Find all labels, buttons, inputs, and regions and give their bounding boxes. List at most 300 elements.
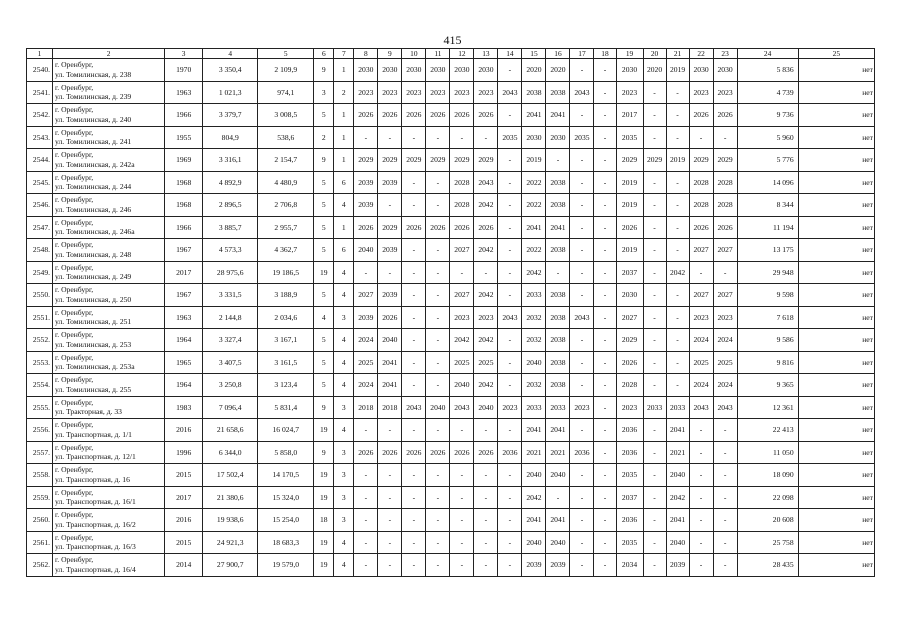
address-cell <box>53 284 165 307</box>
cell-col-15: 2022 <box>522 194 546 217</box>
cell-col-23: 2030 <box>713 59 737 82</box>
cell-col-12: 2027 <box>450 284 474 307</box>
cell-col-23: 2027 <box>713 284 737 307</box>
cell-col-14: 2043 <box>498 81 522 104</box>
cell-col-9: - <box>378 554 402 577</box>
cell-col-10: - <box>402 531 426 554</box>
cell-col-3: 2017 <box>165 486 203 509</box>
cell-col-9: 2041 <box>378 351 402 374</box>
cell-col-25: нет <box>798 261 874 284</box>
cell-col-8: 2029 <box>354 149 378 172</box>
cell-col-5: 19 186,5 <box>258 261 314 284</box>
cell-col-13: 2029 <box>474 149 498 172</box>
cell-col-6: 2 <box>314 126 334 149</box>
cell-col-12: - <box>450 531 474 554</box>
cell-col-9: - <box>378 194 402 217</box>
cell-col-25: нет <box>798 59 874 82</box>
table-row <box>27 509 875 532</box>
cell-col-21: - <box>666 81 689 104</box>
cell-col-16: 2038 <box>546 171 570 194</box>
cell-col-23: 2028 <box>713 171 737 194</box>
cell-col-20: - <box>643 531 666 554</box>
cell-col-22: 2028 <box>689 171 713 194</box>
row-number: 2540. <box>27 59 53 82</box>
cell-col-17: - <box>570 239 594 262</box>
cell-col-21: - <box>666 216 689 239</box>
cell-col-18: - <box>594 374 616 397</box>
cell-col-8: 2040 <box>354 239 378 262</box>
cell-col-6: 19 <box>314 554 334 577</box>
cell-col-5: 2 154,7 <box>258 149 314 172</box>
cell-col-11: - <box>426 239 450 262</box>
cell-col-21: 2041 <box>666 509 689 532</box>
cell-col-20: - <box>643 126 666 149</box>
cell-col-18: - <box>594 216 616 239</box>
cell-col-14: 2036 <box>498 441 522 464</box>
cell-col-5: 5 831,4 <box>258 396 314 419</box>
cell-col-21: - <box>666 374 689 397</box>
cell-col-25: нет <box>798 216 874 239</box>
cell-col-18: - <box>594 306 616 329</box>
cell-col-5: 3 123,4 <box>258 374 314 397</box>
cell-col-3: 1963 <box>165 81 203 104</box>
cell-col-15: 2038 <box>522 81 546 104</box>
cell-col-24: 22 098 <box>737 486 798 509</box>
cell-col-21: - <box>666 329 689 352</box>
cell-col-13: 2025 <box>474 351 498 374</box>
cell-col-19: 2023 <box>616 81 643 104</box>
cell-col-21: 2041 <box>666 419 689 442</box>
cell-col-8: 2039 <box>354 306 378 329</box>
address-city: г. Оренбург, <box>55 487 94 497</box>
cell-col-8: - <box>354 531 378 554</box>
cell-col-24: 5 836 <box>737 59 798 82</box>
cell-col-24: 9 598 <box>737 284 798 307</box>
cell-col-15: 2032 <box>522 329 546 352</box>
cell-col-20: - <box>643 509 666 532</box>
address-street: ул. Транспортная, д. 16/4 <box>55 564 136 574</box>
address-city: г. Оренбург, <box>55 150 94 160</box>
cell-col-21: 2019 <box>666 149 689 172</box>
cell-col-3: 2016 <box>165 419 203 442</box>
address-city: г. Оренбург, <box>55 82 94 92</box>
cell-col-12: 2026 <box>450 216 474 239</box>
cell-col-9: 2041 <box>378 374 402 397</box>
cell-col-19: 2036 <box>616 419 643 442</box>
cell-col-3: 2015 <box>165 464 203 487</box>
cell-col-5: 19 579,0 <box>258 554 314 577</box>
cell-col-6: 19 <box>314 486 334 509</box>
cell-col-4: 21 658,6 <box>203 419 258 442</box>
cell-col-8: 2025 <box>354 351 378 374</box>
cell-col-8: - <box>354 486 378 509</box>
cell-col-7: 1 <box>334 104 354 127</box>
cell-col-11: - <box>426 486 450 509</box>
row-number: 2555. <box>27 396 53 419</box>
cell-col-3: 2017 <box>165 261 203 284</box>
cell-col-22: 2029 <box>689 149 713 172</box>
column-number-9: 9 <box>378 49 402 59</box>
cell-col-9: 2039 <box>378 171 402 194</box>
cell-col-5: 4 480,9 <box>258 171 314 194</box>
address-city: г. Оренбург, <box>55 375 94 385</box>
address-city: г. Оренбург, <box>55 532 94 542</box>
cell-col-4: 17 502,4 <box>203 464 258 487</box>
address-street: ул. Томилинская, д. 246 <box>55 204 132 214</box>
cell-col-14: - <box>498 531 522 554</box>
cell-col-6: 5 <box>314 329 334 352</box>
cell-col-9: 2026 <box>378 104 402 127</box>
address-street: ул. Томилинская, д. 240 <box>55 114 132 124</box>
cell-col-16: 2020 <box>546 59 570 82</box>
cell-col-14: 2043 <box>498 306 522 329</box>
cell-col-9: 2039 <box>378 239 402 262</box>
cell-col-19: 2030 <box>616 284 643 307</box>
cell-col-19: 2036 <box>616 509 643 532</box>
row-number: 2545. <box>27 171 53 194</box>
cell-col-11: - <box>426 306 450 329</box>
cell-col-3: 1966 <box>165 104 203 127</box>
row-number: 2554. <box>27 374 53 397</box>
cell-col-19: 2037 <box>616 486 643 509</box>
cell-col-4: 28 975,6 <box>203 261 258 284</box>
cell-col-4: 21 380,6 <box>203 486 258 509</box>
row-number: 2560. <box>27 509 53 532</box>
cell-col-15: 2022 <box>522 171 546 194</box>
cell-col-11: - <box>426 464 450 487</box>
cell-col-4: 804,9 <box>203 126 258 149</box>
cell-col-14: - <box>498 239 522 262</box>
address-city: г. Оренбург, <box>55 330 94 340</box>
cell-col-21: - <box>666 171 689 194</box>
column-number-4: 4 <box>203 49 258 59</box>
column-number-7: 7 <box>334 49 354 59</box>
cell-col-3: 1983 <box>165 396 203 419</box>
address-street: ул. Томилинская, д. 248 <box>55 249 132 259</box>
cell-col-25: нет <box>798 239 874 262</box>
cell-col-16: 2041 <box>546 509 570 532</box>
table-row <box>27 374 875 397</box>
cell-col-25: нет <box>798 81 874 104</box>
cell-col-17: - <box>570 216 594 239</box>
cell-col-18: - <box>594 419 616 442</box>
address-street: ул. Транспортная, д. 16 <box>55 474 130 484</box>
cell-col-23: 2025 <box>713 351 737 374</box>
row-number: 2556. <box>27 419 53 442</box>
cell-col-10: 2023 <box>402 81 426 104</box>
address-cell <box>53 464 165 487</box>
cell-col-13: - <box>474 509 498 532</box>
cell-col-20: - <box>643 104 666 127</box>
cell-col-6: 4 <box>314 306 334 329</box>
cell-col-15: 2040 <box>522 464 546 487</box>
cell-col-14: - <box>498 194 522 217</box>
address-city: г. Оренбург, <box>55 172 94 182</box>
address-street: ул. Транспортная, д. 16/2 <box>55 519 136 529</box>
cell-col-19: 2035 <box>616 464 643 487</box>
cell-col-24: 5 960 <box>737 126 798 149</box>
cell-col-15: 2041 <box>522 509 546 532</box>
row-number: 2553. <box>27 351 53 374</box>
cell-col-22: 2043 <box>689 396 713 419</box>
column-number-2: 2 <box>53 49 165 59</box>
cell-col-13: 2042 <box>474 284 498 307</box>
table-row <box>27 306 875 329</box>
row-number: 2551. <box>27 306 53 329</box>
cell-col-14: - <box>498 486 522 509</box>
cell-col-6: 5 <box>314 194 334 217</box>
cell-col-19: 2027 <box>616 306 643 329</box>
address-cell <box>53 149 165 172</box>
address-street: ул. Томилинская, д. 244 <box>55 182 132 192</box>
cell-col-3: 1966 <box>165 216 203 239</box>
table-row <box>27 351 875 374</box>
cell-col-16: 2038 <box>546 374 570 397</box>
cell-col-16: - <box>546 486 570 509</box>
cell-col-24: 20 608 <box>737 509 798 532</box>
cell-col-24: 18 090 <box>737 464 798 487</box>
cell-col-7: 4 <box>334 419 354 442</box>
cell-col-17: - <box>570 374 594 397</box>
cell-col-14: - <box>498 351 522 374</box>
cell-col-11: - <box>426 531 450 554</box>
cell-col-17: - <box>570 59 594 82</box>
cell-col-15: 2040 <box>522 531 546 554</box>
cell-col-19: 2019 <box>616 239 643 262</box>
cell-col-4: 7 096,4 <box>203 396 258 419</box>
cell-col-14: - <box>498 216 522 239</box>
cell-col-15: 2039 <box>522 554 546 577</box>
cell-col-12: 2026 <box>450 104 474 127</box>
cell-col-10: - <box>402 126 426 149</box>
cell-col-22: 2023 <box>689 306 713 329</box>
cell-col-4: 1 021,3 <box>203 81 258 104</box>
column-number-10: 10 <box>402 49 426 59</box>
cell-col-17: 2043 <box>570 81 594 104</box>
cell-col-15: 2030 <box>522 126 546 149</box>
cell-col-15: 2041 <box>522 104 546 127</box>
cell-col-22: - <box>689 261 713 284</box>
cell-col-10: 2030 <box>402 59 426 82</box>
row-number: 2561. <box>27 531 53 554</box>
page-number: 415 <box>443 33 462 47</box>
cell-col-25: нет <box>798 351 874 374</box>
cell-col-17: - <box>570 194 594 217</box>
address-city: г. Оренбург, <box>55 465 94 475</box>
cell-col-6: 5 <box>314 239 334 262</box>
cell-col-10: 2043 <box>402 396 426 419</box>
cell-col-13: 2042 <box>474 194 498 217</box>
cell-col-12: 2029 <box>450 149 474 172</box>
cell-col-9: - <box>378 464 402 487</box>
cell-col-12: - <box>450 509 474 532</box>
cell-col-13: - <box>474 261 498 284</box>
cell-col-3: 1968 <box>165 194 203 217</box>
cell-col-8: 2024 <box>354 374 378 397</box>
cell-col-21: 2039 <box>666 554 689 577</box>
cell-col-25: нет <box>798 104 874 127</box>
cell-col-19: 2028 <box>616 374 643 397</box>
cell-col-8: 2024 <box>354 329 378 352</box>
cell-col-7: 3 <box>334 509 354 532</box>
table-row <box>27 171 875 194</box>
cell-col-11: - <box>426 171 450 194</box>
address-street: ул. Томилинская, д. 242а <box>55 159 135 169</box>
cell-col-16: 2038 <box>546 194 570 217</box>
address-city: г. Оренбург, <box>55 217 94 227</box>
cell-col-4: 2 896,5 <box>203 194 258 217</box>
cell-col-18: - <box>594 464 616 487</box>
column-number-20: 20 <box>643 49 666 59</box>
cell-col-22: - <box>689 486 713 509</box>
cell-col-7: 3 <box>334 464 354 487</box>
cell-col-20: 2020 <box>643 59 666 82</box>
cell-col-21: - <box>666 351 689 374</box>
cell-col-16: 2038 <box>546 351 570 374</box>
address-cell <box>53 59 165 82</box>
cell-col-6: 5 <box>314 171 334 194</box>
cell-col-13: 2043 <box>474 171 498 194</box>
cell-col-14: - <box>498 104 522 127</box>
cell-col-11: - <box>426 194 450 217</box>
row-number: 2549. <box>27 261 53 284</box>
cell-col-21: - <box>666 284 689 307</box>
cell-col-5: 3 008,5 <box>258 104 314 127</box>
cell-col-13: - <box>474 126 498 149</box>
cell-col-3: 1964 <box>165 374 203 397</box>
address-cell <box>53 554 165 577</box>
column-number-3: 3 <box>165 49 203 59</box>
row-number: 2541. <box>27 81 53 104</box>
cell-col-24: 9 736 <box>737 104 798 127</box>
cell-col-16: 2038 <box>546 81 570 104</box>
cell-col-13: 2023 <box>474 81 498 104</box>
cell-col-7: 4 <box>334 531 354 554</box>
cell-col-23: 2027 <box>713 239 737 262</box>
housing-registry-table <box>26 48 875 577</box>
cell-col-20: - <box>643 374 666 397</box>
cell-col-16: 2041 <box>546 104 570 127</box>
cell-col-21: - <box>666 306 689 329</box>
cell-col-12: 2027 <box>450 239 474 262</box>
table-row <box>27 531 875 554</box>
row-number: 2548. <box>27 239 53 262</box>
table-row <box>27 104 875 127</box>
address-city: г. Оренбург, <box>55 352 94 362</box>
cell-col-22: - <box>689 554 713 577</box>
cell-col-16: 2033 <box>546 396 570 419</box>
address-city: г. Оренбург, <box>55 397 94 407</box>
cell-col-22: 2025 <box>689 351 713 374</box>
cell-col-23: 2043 <box>713 396 737 419</box>
address-cell <box>53 509 165 532</box>
cell-col-24: 11 050 <box>737 441 798 464</box>
cell-col-20: 2033 <box>643 396 666 419</box>
cell-col-9: 2040 <box>378 329 402 352</box>
column-number-11: 11 <box>426 49 450 59</box>
cell-col-11: - <box>426 351 450 374</box>
cell-col-18: - <box>594 509 616 532</box>
cell-col-3: 1963 <box>165 306 203 329</box>
cell-col-18: - <box>594 126 616 149</box>
cell-col-5: 3 188,9 <box>258 284 314 307</box>
cell-col-15: 2022 <box>522 239 546 262</box>
address-cell <box>53 216 165 239</box>
cell-col-25: нет <box>798 329 874 352</box>
cell-col-25: нет <box>798 396 874 419</box>
row-number: 2542. <box>27 104 53 127</box>
cell-col-23: - <box>713 464 737 487</box>
cell-col-13: - <box>474 531 498 554</box>
cell-col-16: 2040 <box>546 464 570 487</box>
cell-col-5: 14 170,5 <box>258 464 314 487</box>
cell-col-9: - <box>378 486 402 509</box>
cell-col-6: 5 <box>314 284 334 307</box>
cell-col-9: 2023 <box>378 81 402 104</box>
column-number-16: 16 <box>546 49 570 59</box>
cell-col-16: 2038 <box>546 306 570 329</box>
cell-col-9: - <box>378 531 402 554</box>
cell-col-3: 2015 <box>165 531 203 554</box>
cell-col-18: - <box>594 531 616 554</box>
cell-col-14: - <box>498 554 522 577</box>
address-city: г. Оренбург, <box>55 240 94 250</box>
cell-col-23: - <box>713 486 737 509</box>
registry-body <box>27 49 875 577</box>
cell-col-12: 2043 <box>450 396 474 419</box>
table-row <box>27 464 875 487</box>
cell-col-20: - <box>643 351 666 374</box>
cell-col-23: - <box>713 126 737 149</box>
cell-col-20: - <box>643 441 666 464</box>
cell-col-23: - <box>713 261 737 284</box>
cell-col-21: - <box>666 194 689 217</box>
cell-col-4: 6 344,0 <box>203 441 258 464</box>
cell-col-17: - <box>570 351 594 374</box>
cell-col-4: 3 250,8 <box>203 374 258 397</box>
column-number-13: 13 <box>474 49 498 59</box>
cell-col-3: 2016 <box>165 509 203 532</box>
cell-col-25: нет <box>798 509 874 532</box>
cell-col-20: - <box>643 81 666 104</box>
cell-col-23: - <box>713 419 737 442</box>
cell-col-19: 2023 <box>616 396 643 419</box>
cell-col-4: 24 921,3 <box>203 531 258 554</box>
cell-col-23: 2028 <box>713 194 737 217</box>
address-street: ул. Томилинская, д. 255 <box>55 384 132 394</box>
cell-col-3: 1967 <box>165 239 203 262</box>
address-cell <box>53 239 165 262</box>
cell-col-13: 2026 <box>474 104 498 127</box>
address-cell <box>53 329 165 352</box>
cell-col-4: 27 900,7 <box>203 554 258 577</box>
cell-col-21: 2033 <box>666 396 689 419</box>
cell-col-14: 2023 <box>498 396 522 419</box>
cell-col-3: 1965 <box>165 351 203 374</box>
cell-col-22: 2026 <box>689 216 713 239</box>
cell-col-23: - <box>713 509 737 532</box>
column-number-25: 25 <box>798 49 874 59</box>
cell-col-13: - <box>474 486 498 509</box>
cell-col-6: 19 <box>314 419 334 442</box>
cell-col-19: 2017 <box>616 104 643 127</box>
cell-col-13: - <box>474 419 498 442</box>
cell-col-7: 2 <box>334 81 354 104</box>
cell-col-16: 2038 <box>546 329 570 352</box>
cell-col-9: - <box>378 261 402 284</box>
cell-col-24: 5 776 <box>737 149 798 172</box>
cell-col-14: - <box>498 419 522 442</box>
